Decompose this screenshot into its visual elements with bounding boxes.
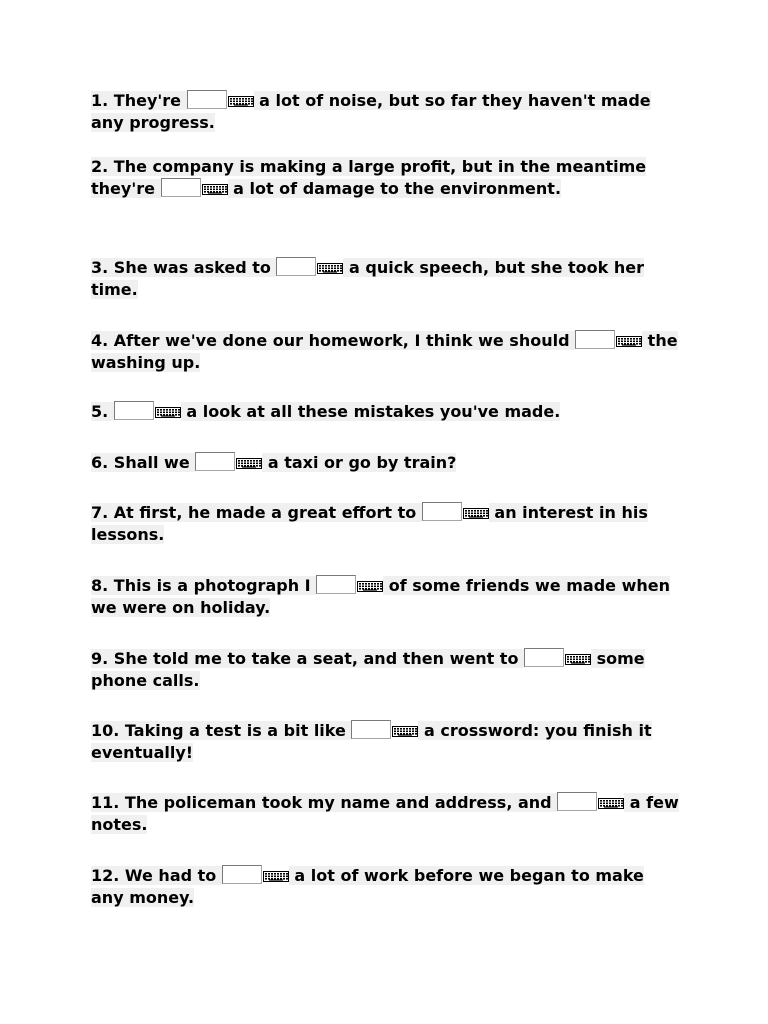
question-number: 4. xyxy=(91,331,109,350)
keyboard-icon[interactable] xyxy=(616,336,642,347)
question-text-before: She was asked to xyxy=(113,258,277,277)
keyboard-icon[interactable] xyxy=(155,407,181,418)
question-number: 6. xyxy=(91,453,109,472)
keyboard-icon[interactable] xyxy=(236,458,262,469)
question-text-after: a lot of work before we began to make any money. xyxy=(91,866,644,907)
question-item xyxy=(91,330,681,374)
answer-blank xyxy=(195,452,262,474)
question-text-before: Taking a test is a bit like xyxy=(124,721,352,740)
question-text-before: Shall we xyxy=(113,453,196,472)
question-item xyxy=(91,575,681,619)
question-text-before: The policeman took my name and address, and xyxy=(124,793,558,812)
question-text-after: a look at all these mistakes you've made. xyxy=(180,402,561,421)
question-number: 12. xyxy=(91,866,120,885)
keyboard-icon[interactable] xyxy=(392,726,418,737)
answer-input[interactable] xyxy=(351,720,391,739)
question-text-after: some phone calls. xyxy=(91,649,645,690)
answer-input[interactable] xyxy=(557,792,597,811)
question-text-after: a quick speech, but she took her time. xyxy=(91,258,644,299)
answer-blank xyxy=(351,720,418,742)
answer-input[interactable] xyxy=(276,257,316,276)
answer-input[interactable] xyxy=(114,401,154,420)
question-item xyxy=(91,257,681,301)
answer-input[interactable] xyxy=(316,575,356,594)
answer-input[interactable] xyxy=(575,330,615,349)
question-text-after: an interest in his lessons. xyxy=(91,503,648,544)
question-text-after: of some friends we made when we were on holiday. xyxy=(91,576,670,617)
question-number: 10. xyxy=(91,721,120,740)
answer-input[interactable] xyxy=(161,178,201,197)
question-number: 11. xyxy=(91,793,120,812)
answer-blank xyxy=(276,257,343,279)
answer-blank xyxy=(524,648,591,670)
keyboard-icon[interactable] xyxy=(228,96,254,107)
question-number: 9. xyxy=(91,649,109,668)
question-text-after: a few notes. xyxy=(91,793,679,834)
keyboard-icon[interactable] xyxy=(317,263,343,274)
question-item xyxy=(91,792,681,836)
question-item xyxy=(91,502,681,546)
answer-blank xyxy=(114,401,181,423)
question-item xyxy=(91,452,681,474)
keyboard-icon[interactable] xyxy=(357,581,383,592)
question-item xyxy=(91,865,681,909)
answer-input[interactable] xyxy=(422,502,462,521)
question-number: 8. xyxy=(91,576,109,595)
keyboard-icon[interactable] xyxy=(598,798,624,809)
question-text-before: They're xyxy=(113,91,187,110)
question-item xyxy=(91,156,681,200)
question-text-after: a lot of damage to the environment. xyxy=(227,179,562,198)
question-number: 5. xyxy=(91,402,109,421)
answer-blank xyxy=(161,178,228,200)
question-item xyxy=(91,90,681,134)
question-number: 3. xyxy=(91,258,109,277)
question-item xyxy=(91,401,681,423)
question-text-before: This is a photograph I xyxy=(113,576,317,595)
question-number: 2. xyxy=(91,157,109,176)
answer-input[interactable] xyxy=(524,648,564,667)
keyboard-icon[interactable] xyxy=(565,654,591,665)
question-text-after: a lot of noise, but so far they haven't made any progress. xyxy=(91,91,651,132)
keyboard-icon[interactable] xyxy=(463,508,489,519)
answer-blank xyxy=(575,330,642,352)
question-text-before: After we've done our homework, I think we should xyxy=(113,331,576,350)
keyboard-icon[interactable] xyxy=(202,184,228,195)
question-text-before: At first, he made a great effort to xyxy=(113,503,422,522)
question-text-after: a crossword: you finish it eventually! xyxy=(91,721,652,762)
question-item xyxy=(91,720,681,764)
answer-blank xyxy=(557,792,624,814)
question-number: 7. xyxy=(91,503,109,522)
answer-input[interactable] xyxy=(222,865,262,884)
question-text-after: a taxi or go by train? xyxy=(262,453,457,472)
question-text-before: She told me to take a seat, and then went to xyxy=(113,649,525,668)
answer-blank xyxy=(222,865,289,887)
answer-input[interactable] xyxy=(195,452,235,471)
answer-blank xyxy=(422,502,489,524)
answer-blank xyxy=(316,575,383,597)
question-text-before: We had to xyxy=(124,866,222,885)
answer-input[interactable] xyxy=(187,90,227,109)
answer-blank xyxy=(187,90,254,112)
question-text-before: The company is making a large profit, but in the meantime they're xyxy=(91,157,647,198)
question-text-after: the washing up. xyxy=(91,331,678,372)
keyboard-icon[interactable] xyxy=(263,871,289,882)
question-number: 1. xyxy=(91,91,109,110)
question-item xyxy=(91,648,681,692)
